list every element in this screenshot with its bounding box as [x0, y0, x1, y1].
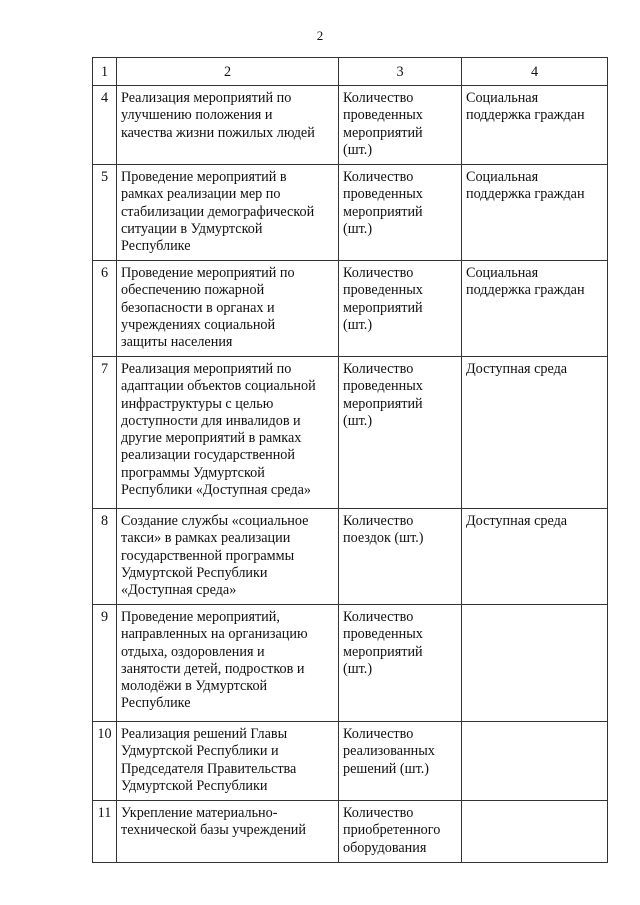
measure-name: Укрепление материально- технической базы учреждений	[117, 801, 339, 863]
row-number: 11	[93, 801, 117, 863]
measure-name: Реализация решений Главы Удмуртской Республики и Председателя Правительства Удмуртской Республики	[117, 722, 339, 801]
indicator: Количество проведенных мероприятий (шт.)	[339, 605, 462, 722]
measure-name: Проведение мероприятий в рамках реализации мер по стабилизации демографической ситуации в Удмуртской Республике	[117, 165, 339, 261]
indicator: Количество проведенных мероприятий (шт.)	[339, 86, 462, 165]
measure-name: Проведение мероприятий по обеспечению пожарной безопасности в органах и учреждениях социальной защиты населения	[117, 261, 339, 357]
table-row	[93, 86, 608, 165]
row-number: 4	[93, 86, 117, 165]
row-number: 7	[93, 357, 117, 509]
measures-table	[92, 57, 608, 863]
indicator: Количество поездок (шт.)	[339, 509, 462, 605]
row-number: 10	[93, 722, 117, 801]
header-cell-1: 1	[93, 58, 117, 86]
header-cell-2: 2	[117, 58, 339, 86]
program: Социальная поддержка граждан	[462, 261, 608, 357]
measure-name: Реализация мероприятий по улучшению положения и качества жизни пожилых людей	[117, 86, 339, 165]
header-cell-3: 3	[339, 58, 462, 86]
measure-name: Проведение мероприятий, направленных на организацию отдыха, оздоровления и занятости детей, подростков и молодёжи в Удмуртской Республике	[117, 605, 339, 722]
program	[462, 722, 608, 801]
row-number: 8	[93, 509, 117, 605]
measure-name: Создание службы «социальное такси» в рамках реализации государственной программы Удмуртской Республики «Доступная среда»	[117, 509, 339, 605]
table-row	[93, 165, 608, 261]
row-number: 5	[93, 165, 117, 261]
table-row	[93, 801, 608, 863]
indicator: Количество проведенных мероприятий (шт.)	[339, 261, 462, 357]
indicator: Количество реализованных решений (шт.)	[339, 722, 462, 801]
row-number: 9	[93, 605, 117, 722]
measure-name: Реализация мероприятий по адаптации объектов социальной инфраструктуры с целью доступности для инвалидов и другие мероприятий в рамках реализации государственной программы Удмуртской Республики «Доступная среда»	[117, 357, 339, 509]
indicator: Количество проведенных мероприятий (шт.)	[339, 165, 462, 261]
header-cell-4: 4	[462, 58, 608, 86]
program: Доступная среда	[462, 357, 608, 509]
program	[462, 801, 608, 863]
table-row	[93, 357, 608, 509]
table-row	[93, 605, 608, 722]
indicator: Количество приобретенного оборудования	[339, 801, 462, 863]
indicator: Количество проведенных мероприятий (шт.)	[339, 357, 462, 509]
program: Социальная поддержка граждан	[462, 165, 608, 261]
table-header-row	[93, 58, 608, 86]
program	[462, 605, 608, 722]
table-row	[93, 509, 608, 605]
row-number: 6	[93, 261, 117, 357]
table-row	[93, 261, 608, 357]
page-number: 2	[316, 28, 324, 43]
program: Доступная среда	[462, 509, 608, 605]
program: Социальная поддержка граждан	[462, 86, 608, 165]
table-row	[93, 722, 608, 801]
